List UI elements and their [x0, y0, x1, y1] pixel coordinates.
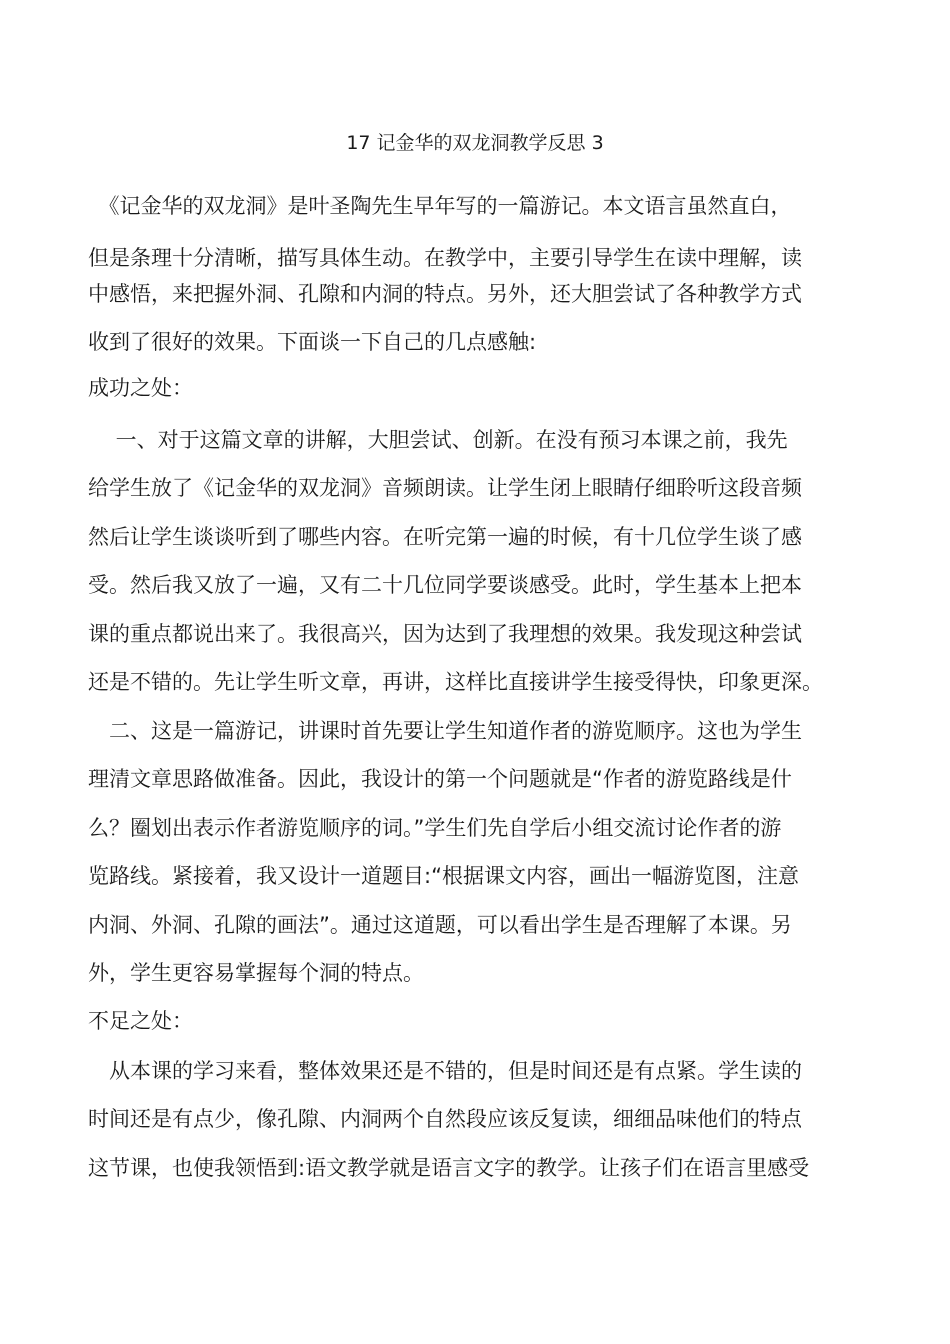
- text-line: 时间还是有点少，像孔隙、内洞两个自然段应该反复读，细细品味他们的特点: [88, 1107, 802, 1131]
- page-title: 17 记金华的双龙洞教学反思 3: [346, 132, 604, 154]
- text-line: 给学生放了《记金华的双龙洞》音频朗读。让学生闭上眼睛仔细聆听这段音频: [88, 476, 802, 500]
- text-line: 中感悟，来把握外洞、孔隙和内洞的特点。另外，还大胆尝试了各种教学方式: [88, 282, 802, 306]
- text-line: 收到了很好的效果。下面谈一下自己的几点感触:: [88, 330, 537, 354]
- text-line: 二、这是一篇游记，讲课时首先要让学生知道作者的游览顺序。这也为学生: [88, 719, 802, 743]
- text-line: 然后让学生谈谈听到了哪些内容。在听完第一遍的时候，有十几位学生谈了感: [88, 525, 802, 549]
- text-line: 理清文章思路做准备。因此，我设计的第一个问题就是“作者的游览路线是什: [88, 767, 792, 791]
- section-heading: 成功之处：: [88, 376, 193, 400]
- section-heading: 不足之处：: [88, 1009, 193, 1033]
- text-line: 《记金华的双龙洞》是叶圣陶先生早年写的一篇游记。本文语言虽然直白，: [88, 194, 792, 218]
- text-line: 一、对于这篇文章的讲解，大胆尝试、创新。在没有预习本课之前，我先: [88, 428, 788, 452]
- text-line: 这节课，也使我领悟到:语文教学就是语言文字的教学。让孩子们在语言里感受: [88, 1156, 810, 1180]
- text-line: 外，学生更容易掌握每个洞的特点。: [88, 961, 424, 985]
- text-line: 么？圈划出表示作者游览顺序的词。”学生们先自学后小组交流讨论作者的游: [88, 816, 782, 840]
- text-line: 受。然后我又放了一遍，又有二十几位同学要谈感受。此时，学生基本上把本: [88, 573, 802, 597]
- text-line: 课的重点都说出来了。我很高兴，因为达到了我理想的效果。我发现这种尝试: [88, 622, 802, 646]
- text-line: 内洞、外洞、孔隙的画法”。通过这道题，可以看出学生是否理解了本课。另: [88, 913, 792, 937]
- text-line: 但是条理十分清晰，描写具体生动。在教学中，主要引导学生在读中理解，读: [88, 246, 802, 270]
- text-line: 从本课的学习来看，整体效果还是不错的，但是时间还是有点紧。学生读的: [88, 1059, 802, 1083]
- text-line: 还是不错的。先让学生听文章，再讲，这样比直接讲学生接受得快，印象更深。: [88, 670, 823, 694]
- text-line: 览路线。紧接着，我又设计一道题目:“根据课文内容，画出一幅游览图，注意: [88, 864, 799, 888]
